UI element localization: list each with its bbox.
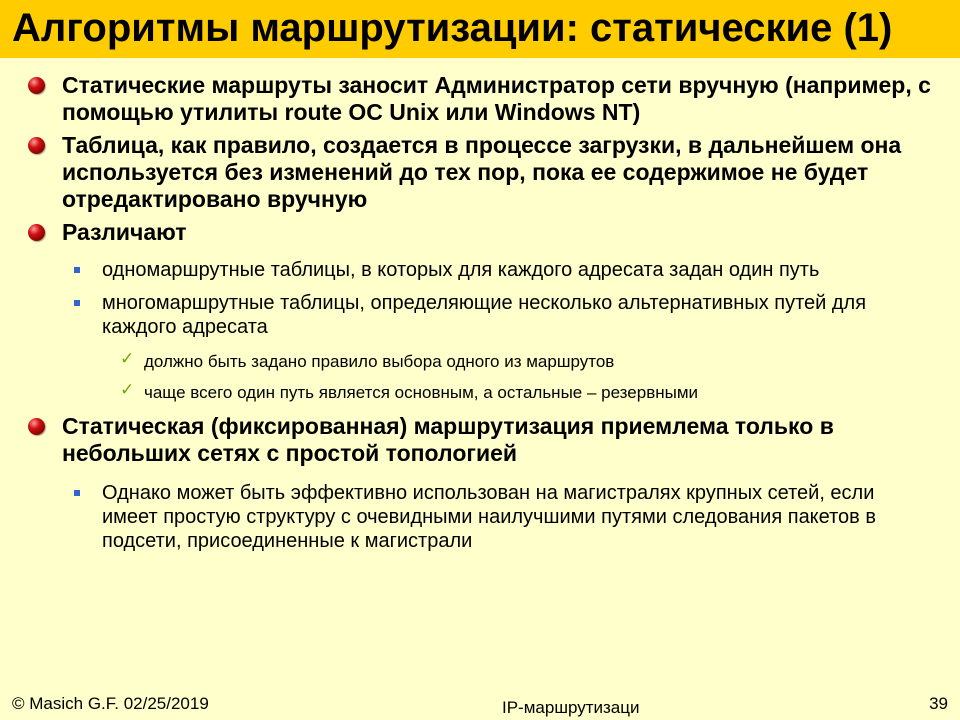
check-item bbox=[0, 351, 904, 372]
checkmark-icon: ✓ bbox=[120, 349, 135, 369]
bullet-text: Различают bbox=[62, 219, 187, 245]
bullet-item bbox=[0, 72, 942, 126]
checkmark-icon: ✓ bbox=[120, 380, 135, 400]
check-text: должно быть задано правило выбора одного из маршрутов bbox=[144, 352, 615, 371]
check-item bbox=[0, 382, 904, 403]
slide-content bbox=[0, 72, 960, 562]
footer-copyright: © Masich G.F. 02/25/2019 bbox=[12, 694, 209, 713]
bullet-text: Таблица, как правило, создается в процессе загрузки, в дальнейшем она используется без изменений до тех пор, пока ее содержимое не будет отредактировано вручную bbox=[62, 132, 902, 212]
title-bar bbox=[0, 0, 960, 58]
sub-bullet-text: многомаршрутные таблицы, определяющие несколько альтернативных путей для каждого адресата bbox=[102, 292, 867, 338]
sub-bullet-text: одномаршрутные таблицы, в которых для каждого адресата задан один путь bbox=[102, 259, 820, 281]
slide-title: Алгоритмы маршрутизации: статические (1) bbox=[12, 6, 893, 50]
sub-bullet-item bbox=[0, 291, 912, 339]
bullet-item bbox=[0, 132, 942, 213]
blue-square-bullet-icon bbox=[74, 490, 80, 496]
sub-bullet-item bbox=[0, 258, 912, 282]
blue-square-bullet-icon bbox=[74, 300, 80, 306]
bullet-item bbox=[0, 413, 942, 467]
sub-bullet-item bbox=[0, 481, 912, 553]
red-ball-bullet-icon bbox=[28, 224, 45, 241]
red-ball-bullet-icon bbox=[28, 418, 45, 435]
bullet-text: Статические маршруты заносит Администратор сети вручную (например, с помощью утилиты route ОС Unix или Windows NT) bbox=[62, 72, 931, 125]
sub-bullet-text: Однако может быть эффективно использован на магистралях крупных сетей, если имеет простую структуру с очевидными наилучшими путями следования пакетов в подсети, присоединенные к магистрали bbox=[102, 482, 876, 552]
footer-topic: IP-маршрутизаци bbox=[502, 698, 640, 717]
page-number: 39 bbox=[929, 694, 948, 713]
red-ball-bullet-icon bbox=[28, 137, 45, 154]
blue-square-bullet-icon bbox=[74, 267, 80, 273]
check-text: чаще всего один путь является основным, а остальные – резервными bbox=[144, 383, 699, 402]
bullet-text: Статическая (фиксированная) маршрутизация приемлема только в небольших сетях с простой топологией bbox=[62, 413, 834, 466]
red-ball-bullet-icon bbox=[28, 77, 45, 94]
bullet-item bbox=[0, 219, 942, 246]
slide-footer bbox=[0, 696, 960, 720]
